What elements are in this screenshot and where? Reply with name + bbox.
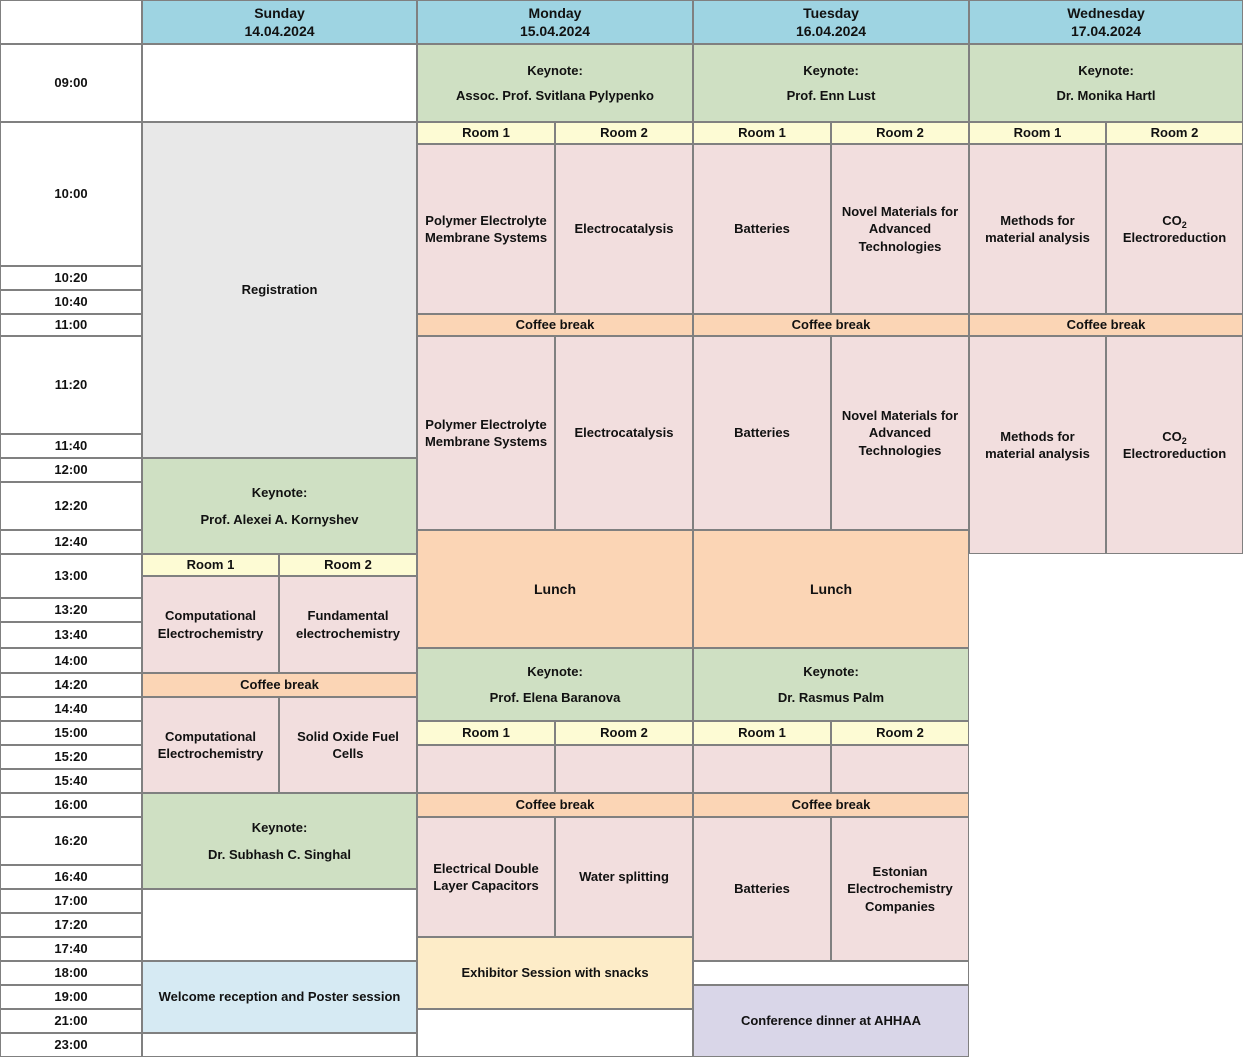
day-name: Tuesday — [803, 4, 859, 21]
sunday-session2-room2: Solid Oxide Fuel Cells — [279, 697, 417, 793]
sunday-session1-room2: Fundamental electrochemistry — [279, 576, 417, 673]
monday-keynote-2 — [417, 648, 693, 721]
keynote-speaker: Prof. Elena Baranova — [489, 689, 621, 705]
time-label-1900: 19:00 — [0, 985, 142, 1009]
tuesday-keynote-2 — [693, 648, 969, 721]
tuesday-session-room2-blank — [831, 745, 969, 793]
wednesday-keynote-1 — [969, 44, 1243, 122]
tuesday-room1-header-2: Room 1 — [693, 721, 831, 745]
monday-exhibitor-session: Exhibitor Session with snacks — [417, 937, 693, 1009]
tuesday-midmorning-room1: Batteries — [693, 336, 831, 530]
keynote-speaker: Dr. Rasmus Palm — [777, 689, 885, 705]
time-label-1000: 10:00 — [0, 122, 142, 266]
time-label-2300: 23:00 — [0, 1033, 142, 1057]
session-title-line1: $CO_2$ — [1162, 212, 1187, 230]
sunday-registration: Registration — [142, 122, 417, 458]
time-label-1020: 10:20 — [0, 266, 142, 290]
day-date: 15.04.2024 — [519, 23, 591, 39]
time-label-1440: 14:40 — [0, 697, 142, 721]
time-label-1720: 17:20 — [0, 913, 142, 937]
wednesday-morning-room1: Methods for material analysis — [969, 144, 1106, 314]
keynote-label: Keynote: — [1078, 62, 1134, 78]
monday-session-room2-blank — [555, 745, 693, 793]
wednesday-room1-header: Room 1 — [969, 122, 1106, 144]
tuesday-morning-room1: Batteries — [693, 144, 831, 314]
time-label-1640: 16:40 — [0, 865, 142, 889]
time-label-1600: 16:00 — [0, 793, 142, 817]
day-name: Sunday — [254, 4, 305, 21]
tuesday-midmorning-room2: Novel Materials for Advanced Technologies — [831, 336, 969, 530]
tuesday-conference-dinner: Conference dinner at AHHAA — [693, 985, 969, 1057]
keynote-speaker: Dr. Monika Hartl — [1056, 88, 1156, 103]
keynote-label: Keynote: — [251, 484, 308, 500]
day-name: Monday — [528, 4, 582, 21]
sunday-coffee-break: Coffee break — [142, 673, 417, 697]
time-label-1140: 11:40 — [0, 434, 142, 458]
keynote-label: Keynote: — [251, 819, 308, 835]
monday-midmorning-room1: Polymer Electrolyte Membrane Systems — [417, 336, 555, 530]
monday-room1-header-2: Room 1 — [417, 721, 555, 745]
sunday-0900-empty — [142, 44, 417, 122]
keynote-speaker: Prof. Enn Lust — [786, 88, 876, 103]
monday-coffee-break-1: Coffee break — [417, 314, 693, 336]
sunday-2300-empty — [142, 1033, 417, 1057]
tuesday-coffee-break-2: Coffee break — [693, 793, 969, 817]
time-label-1320: 13:20 — [0, 598, 142, 622]
tuesday-coffee-break-1: Coffee break — [693, 314, 969, 336]
time-label-1120: 11:20 — [0, 336, 142, 434]
monday-afternoon-room1: Electrical Double Layer Capacitors — [417, 817, 555, 937]
day-header-wednesday — [969, 0, 1243, 44]
time-label-1220: 12:20 — [0, 482, 142, 530]
tuesday-room2-header-2: Room 2 — [831, 721, 969, 745]
wednesday-room2-header: Room 2 — [1106, 122, 1243, 144]
day-header-sunday — [142, 0, 417, 44]
time-label-1240: 12:40 — [0, 530, 142, 554]
day-header-tuesday — [693, 0, 969, 44]
corner-cell — [0, 0, 142, 44]
day-date: 17.04.2024 — [1070, 23, 1142, 39]
tuesday-session-room1-blank — [693, 745, 831, 793]
day-date: 16.04.2024 — [795, 23, 867, 39]
keynote-label: Keynote: — [527, 664, 583, 680]
time-label-1100: 11:00 — [0, 314, 142, 336]
keynote-speaker: Assoc. Prof. Svitlana Pylypenko — [456, 88, 654, 103]
wednesday-midmorning-room1: Methods for material analysis — [969, 336, 1106, 554]
keynote-label: Keynote: — [803, 62, 859, 78]
sunday-evening-gap — [142, 889, 417, 961]
session-title-line2: Electroreduction — [1122, 230, 1227, 245]
time-label-1420: 14:20 — [0, 673, 142, 697]
sunday-room1-header-1: Room 1 — [142, 554, 279, 576]
wednesday-coffee-break: Coffee break — [969, 314, 1243, 336]
monday-evening-empty — [417, 1009, 693, 1057]
tuesday-keynote-1 — [693, 44, 969, 122]
day-header-monday — [417, 0, 693, 44]
sunday-session1-room1: Computational Electrochemistry — [142, 576, 279, 673]
day-date: 14.04.2024 — [244, 23, 315, 39]
sunday-keynote-2 — [142, 793, 417, 889]
tuesday-room1-header-1: Room 1 — [693, 122, 831, 144]
monday-coffee-break-2: Coffee break — [417, 793, 693, 817]
monday-session-room1-blank — [417, 745, 555, 793]
sunday-room2-header-1: Room 2 — [279, 554, 417, 576]
monday-room2-header-2: Room 2 — [555, 721, 693, 745]
keynote-label: Keynote: — [527, 62, 583, 78]
time-label-1520: 15:20 — [0, 745, 142, 769]
monday-keynote-1 — [417, 44, 693, 122]
time-label-1740: 17:40 — [0, 937, 142, 961]
time-label-1540: 15:40 — [0, 769, 142, 793]
time-label-1300: 13:00 — [0, 554, 142, 598]
time-label-1500: 15:00 — [0, 721, 142, 745]
sunday-keynote-1 — [142, 458, 417, 554]
sunday-welcome-reception: Welcome reception and Poster session — [142, 961, 417, 1033]
keynote-speaker: Prof. Alexei A. Kornyshev — [200, 512, 359, 527]
keynote-speaker: Dr. Subhash C. Singhal — [207, 847, 352, 862]
time-label-1700: 17:00 — [0, 889, 142, 913]
session-title-line1: $CO_2$ — [1162, 428, 1187, 446]
tuesday-room2-header-1: Room 2 — [831, 122, 969, 144]
monday-room1-header-1: Room 1 — [417, 122, 555, 144]
monday-room2-header-1: Room 2 — [555, 122, 693, 144]
time-label-1400: 14:00 — [0, 648, 142, 673]
time-label-2100: 21:00 — [0, 1009, 142, 1033]
tuesday-afternoon-room1: Batteries — [693, 817, 831, 961]
time-label-1200: 12:00 — [0, 458, 142, 482]
monday-midmorning-room2: Electrocatalysis — [555, 336, 693, 530]
keynote-label: Keynote: — [803, 664, 859, 680]
tuesday-lunch: Lunch — [693, 530, 969, 648]
session-title-line2: Electroreduction — [1122, 446, 1227, 461]
tuesday-morning-room2: Novel Materials for Advanced Technologies — [831, 144, 969, 314]
wednesday-morning-room2 — [1106, 144, 1243, 314]
monday-morning-room1: Polymer Electrolyte Membrane Systems — [417, 144, 555, 314]
tuesday-evening-gap — [693, 961, 969, 985]
time-label-0900: 09:00 — [0, 44, 142, 122]
time-label-1620: 16:20 — [0, 817, 142, 865]
time-label-1340: 13:40 — [0, 622, 142, 648]
monday-afternoon-room2: Water splitting — [555, 817, 693, 937]
day-name: Wednesday — [1067, 4, 1145, 21]
wednesday-midmorning-room2 — [1106, 336, 1243, 554]
time-label-1800: 18:00 — [0, 961, 142, 985]
sunday-session2-room1: Computational Electrochemistry — [142, 697, 279, 793]
tuesday-afternoon-room2: Estonian Electrochemistry Companies — [831, 817, 969, 961]
monday-morning-room2: Electrocatalysis — [555, 144, 693, 314]
monday-lunch: Lunch — [417, 530, 693, 648]
time-label-1040: 10:40 — [0, 290, 142, 314]
